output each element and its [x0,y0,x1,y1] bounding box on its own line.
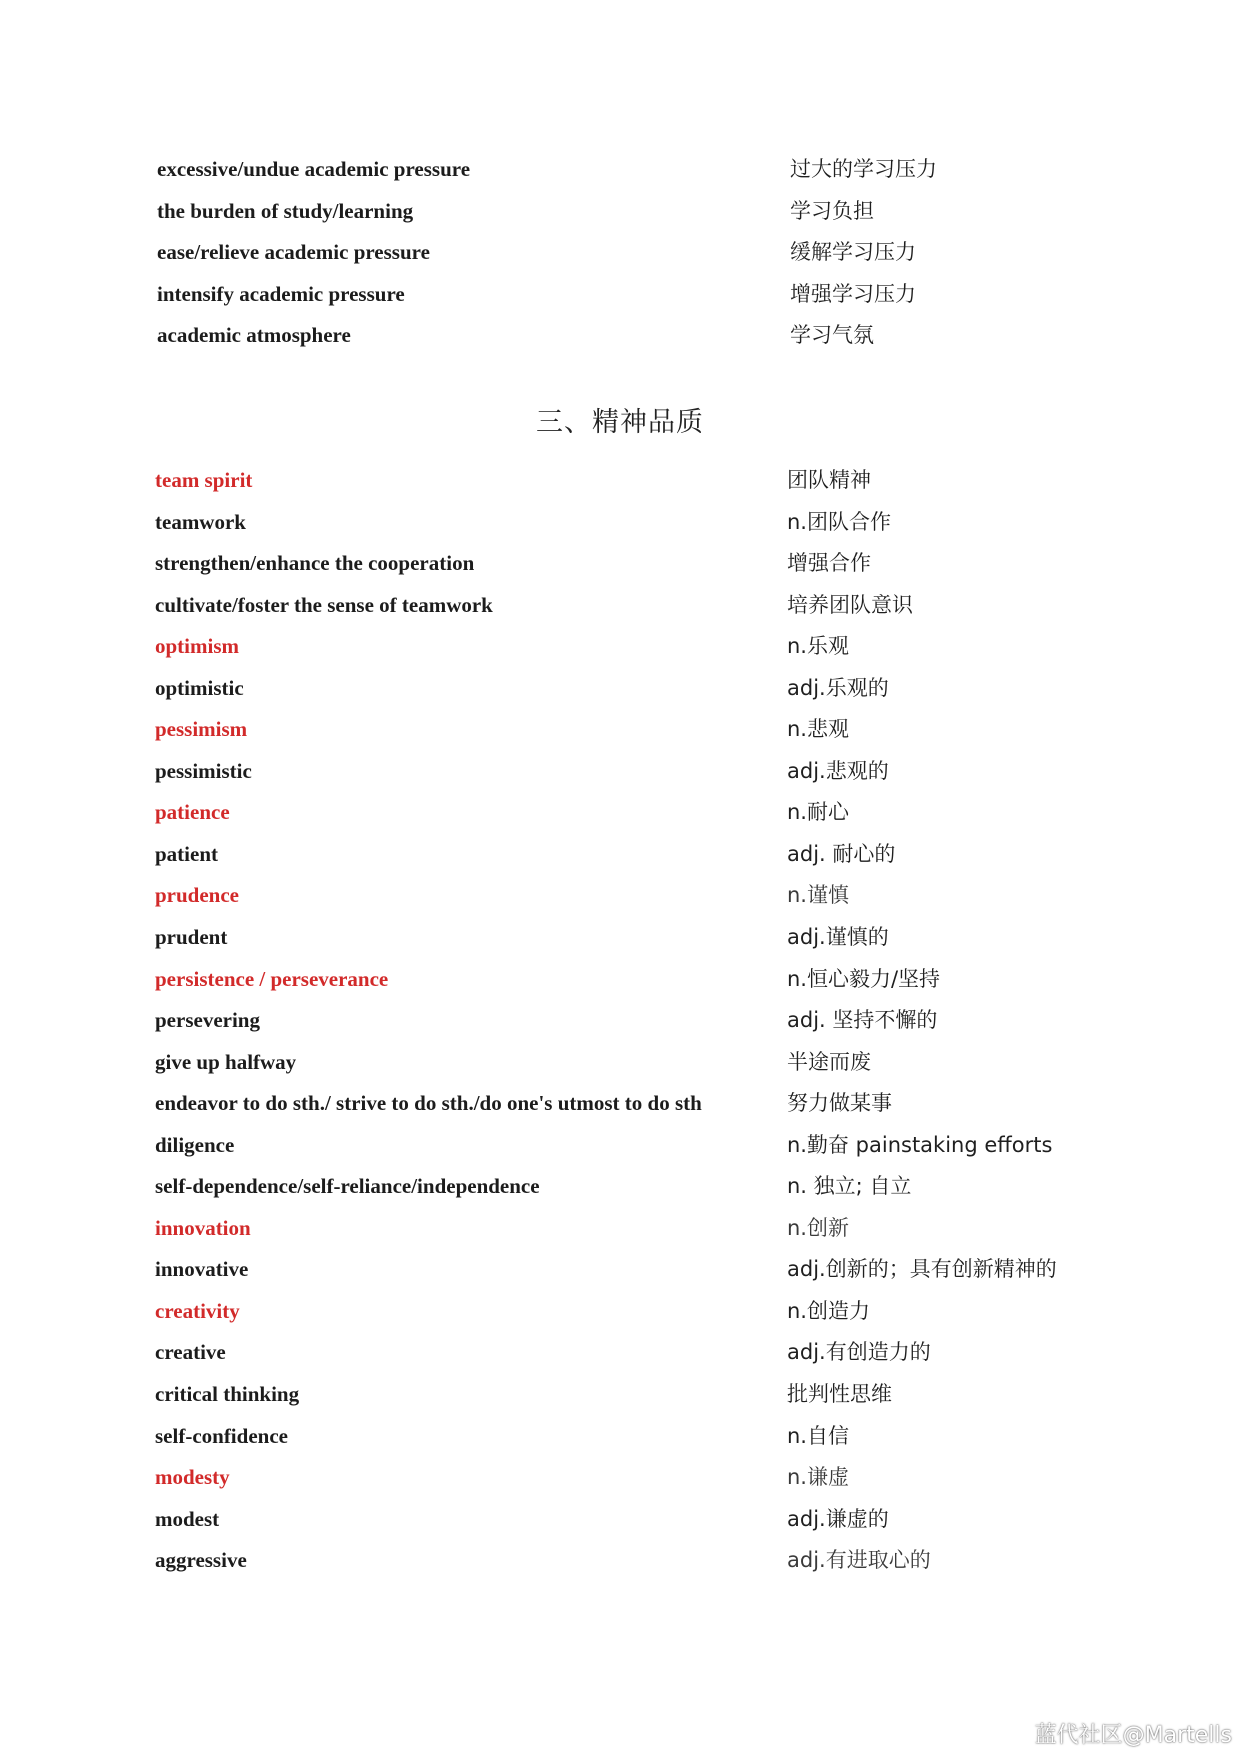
list-item [0,923,1240,965]
list-item [0,1463,1240,1505]
list-item [0,1546,1240,1588]
chinese-meaning: adj.有进取心的 [787,1548,931,1573]
chinese-meaning: 增强学习压力 [790,281,916,306]
english-term: creativity [155,1298,240,1323]
english-term: innovation [155,1215,251,1240]
chinese-meaning: adj.悲观的 [787,758,889,783]
english-term: persevering [155,1008,260,1033]
chinese-meaning: adj.创新的；具有创新精神的 [787,1257,1057,1282]
english-term: cultivate/foster the sense of teamwork [155,592,493,617]
english-term: persistence / perseverance [155,966,389,991]
english-term: intensify academic pressure [157,281,405,306]
chinese-meaning: n.乐观 [787,634,849,659]
chinese-meaning: 培养团队意识 [787,592,913,617]
list-item [0,1214,1240,1256]
list-item [0,1338,1240,1380]
list-item [0,1089,1240,1131]
english-term: modesty [155,1465,230,1490]
list-item [0,1505,1240,1547]
english-term: innovative [155,1257,249,1282]
list-item [0,155,1240,197]
chinese-meaning: 团队精神 [787,468,871,492]
chinese-meaning: adj.谦虚的 [787,1506,889,1531]
english-term: self-confidence [155,1423,288,1448]
list-item [0,280,1240,322]
chinese-meaning: 过大的学习压力 [790,157,937,181]
chinese-meaning: adj.有创造力的 [787,1340,931,1365]
chinese-meaning: 学习负担 [790,198,874,223]
english-term: prudent [155,925,228,950]
chinese-meaning: n.耐心 [787,800,849,825]
chinese-meaning: 增强合作 [787,551,871,576]
chinese-meaning: adj. 坚持不懈的 [787,1008,938,1033]
list-item [0,1131,1240,1173]
chinese-meaning: 缓解学习压力 [790,240,916,265]
english-term: critical thinking [155,1382,300,1407]
list-item [0,508,1240,550]
chinese-meaning: n.团队合作 [787,509,891,534]
chinese-meaning: adj.乐观的 [787,675,889,700]
english-term: teamwork [155,509,246,534]
chinese-meaning: n.恒心毅力/坚持 [787,966,941,991]
english-term: endeavor to do sth./ strive to do sth./do one's utmost to do sth [155,1091,702,1116]
english-term: aggressive [155,1548,247,1573]
english-term: patient [155,841,218,866]
chinese-meaning: n.自信 [787,1423,849,1448]
english-term: creative [155,1340,226,1365]
list-item [0,591,1240,633]
chinese-meaning: 努力做某事 [787,1091,892,1116]
chinese-meaning: n.勤奋 painstaking efforts [787,1132,1053,1157]
chinese-meaning: 半途而废 [787,1049,871,1074]
english-term: self-dependence/self-reliance/independence [155,1174,540,1199]
chinese-meaning: n.悲观 [787,717,849,742]
chinese-meaning: n.创造力 [787,1298,870,1323]
list-item [0,1048,1240,1090]
english-term: the burden of study/learning [157,198,414,223]
chinese-meaning: n.谨慎 [787,883,849,908]
list-item [0,321,1240,363]
english-term: strengthen/enhance the cooperation [155,551,475,576]
english-term: diligence [155,1132,235,1157]
english-term: modest [155,1506,220,1531]
list-item [0,840,1240,882]
list-item [0,1006,1240,1048]
academic-pressure-vocabulary-list [0,155,1240,363]
watermark: 蓝代社区@Martells [1034,1723,1232,1748]
english-term: prudence [155,883,239,908]
list-item [0,466,1240,508]
english-term: optimism [155,634,239,659]
chinese-meaning: adj. 耐心的 [787,841,896,866]
chinese-meaning: adj.谨慎的 [787,925,889,950]
list-item [0,1172,1240,1214]
section-title-text: 三、精神品质 [536,407,704,438]
list-item [0,549,1240,591]
english-term: academic atmosphere [157,323,351,348]
list-item [0,632,1240,674]
list-item [0,757,1240,799]
list-item [0,1255,1240,1297]
english-term: pessimistic [155,758,252,783]
list-item [0,1297,1240,1339]
list-item [0,715,1240,757]
spiritual-quality-vocabulary-list [0,466,1240,1588]
list-item [0,965,1240,1007]
list-item [0,881,1240,923]
list-item [0,674,1240,716]
section-title [0,403,1240,443]
list-item [0,1422,1240,1464]
english-term: optimistic [155,675,244,700]
list-item [0,197,1240,239]
chinese-meaning: 批判性思维 [787,1382,892,1407]
list-item [0,238,1240,280]
english-term: give up halfway [155,1049,297,1074]
english-term: team spirit [155,468,253,492]
chinese-meaning: 学习气氛 [790,323,874,348]
chinese-meaning: n. 独立; 自立 [787,1174,912,1199]
english-term: ease/relieve academic pressure [157,240,430,265]
chinese-meaning: n.创新 [787,1215,849,1240]
english-term: excessive/undue academic pressure [157,157,471,181]
english-term: patience [155,800,230,825]
list-item [0,798,1240,840]
chinese-meaning: n.谦虚 [787,1465,849,1490]
english-term: pessimism [155,717,248,742]
list-item [0,1380,1240,1422]
